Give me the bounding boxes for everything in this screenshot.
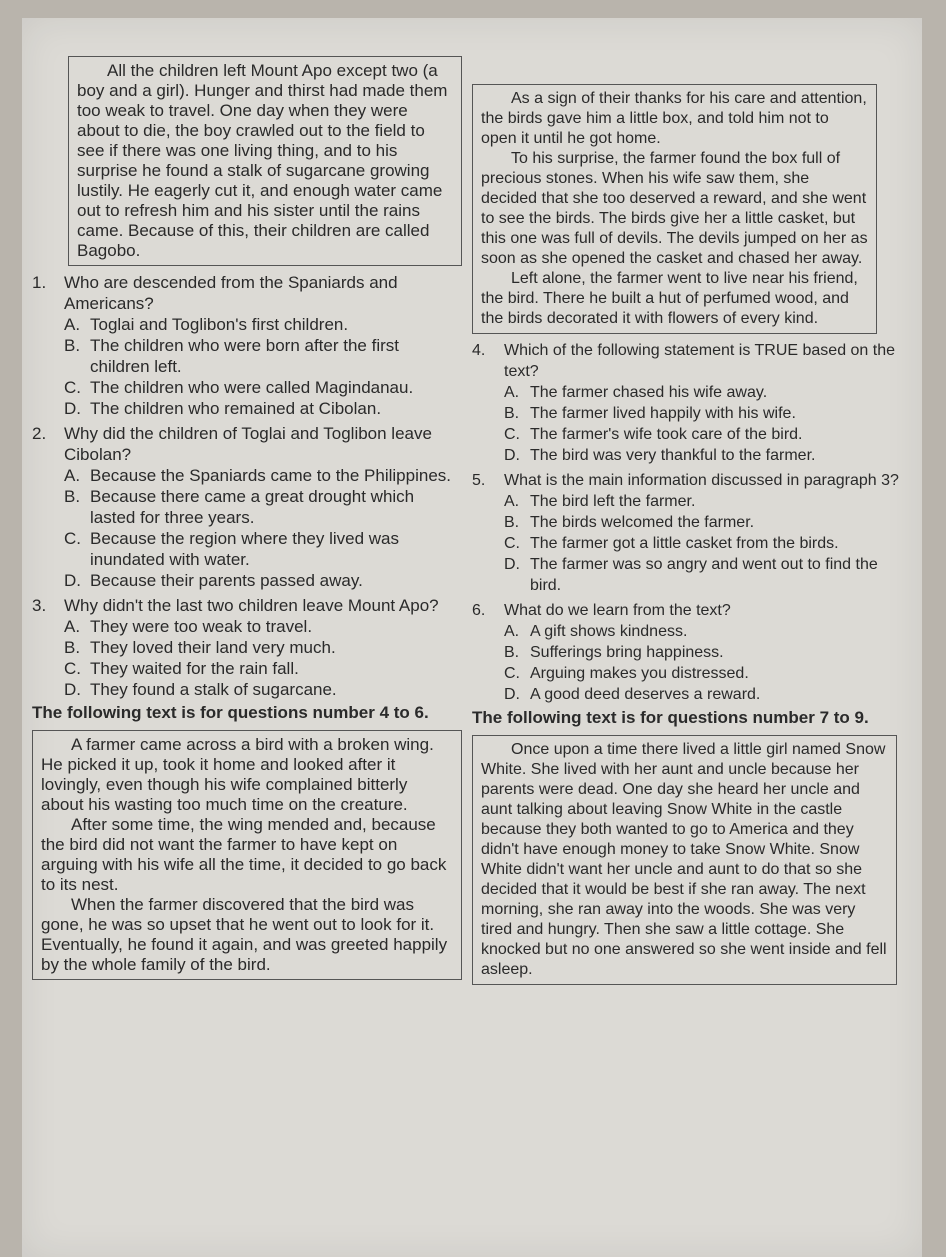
option-text: The farmer lived happily with his wife. <box>530 405 796 422</box>
option-text: Because the Spaniards came to the Philippines. <box>90 466 452 485</box>
option-a[interactable] <box>504 491 912 512</box>
exam-page <box>22 18 922 1257</box>
question-number: 4. <box>472 342 486 359</box>
option-text: The farmer was so angry and went out to find the bird. <box>530 556 878 594</box>
option-d[interactable] <box>64 679 462 700</box>
option-letter: D. <box>504 447 520 464</box>
farmer-paragraph-5: To his surprise, the farmer found the box full of precious stones. When his wife saw them, she decided that she too deserved a reward, and she went to see the birds. The birds give her a little casket, but this one was full of devils. The devils jumped on her as soon as she opened the casket and chased her away. <box>481 150 868 267</box>
option-letter: C. <box>504 426 520 443</box>
question-stem: What do we learn from the text? <box>504 602 731 619</box>
heading-questions-4-6: The following text is for questions number 4 to 6. <box>32 703 429 722</box>
option-letter: D. <box>504 556 520 573</box>
option-c[interactable] <box>64 658 462 679</box>
option-letter: B. <box>504 514 520 531</box>
option-d[interactable] <box>64 398 462 419</box>
farmer-paragraph-2: After some time, the wing mended and, because the bird did not want the farmer to have kept on arguing with his wife all the time, it decided to go back to its nest. <box>41 815 447 894</box>
question-2 <box>32 423 462 591</box>
heading-questions-7-9: The following text is for questions number 7 to 9. <box>472 708 869 727</box>
question-stem: Who are descended from the Spaniards and Americans? <box>64 273 398 313</box>
option-text: The birds welcomed the farmer. <box>530 514 755 531</box>
question-stem: Why didn't the last two children leave Mount Apo? <box>64 596 439 615</box>
question-stem: Which of the following statement is TRUE based on the text? <box>504 342 896 380</box>
option-text: Toglai and Toglibon's first children. <box>90 315 349 334</box>
questions-4-6 <box>472 340 912 705</box>
option-letter: B. <box>64 336 81 355</box>
snow-white-paragraph: Once upon a time there lived a little girl named Snow White. She lived with her aunt and uncle because her parents were dead. One day she heard her uncle and aunt talking about leaving Snow White in the castle because they both wanted to go to America and they didn't have enough money to take Snow White. Snow White didn't want her uncle and aunt to do that so she decided that it would be best if she ran away. The next morning, she ran away into the woods. She was very tired and hungry. Then she saw a little cottage. She knocked but no one answered so she went inside and fell asleep. <box>481 741 887 978</box>
option-c[interactable] <box>64 528 462 570</box>
option-letter: A. <box>504 493 520 510</box>
option-b[interactable] <box>504 512 912 533</box>
option-c[interactable] <box>504 424 912 445</box>
option-b[interactable] <box>64 335 462 377</box>
option-letter: A. <box>504 623 520 640</box>
option-letter: B. <box>64 487 81 506</box>
option-b[interactable] <box>504 403 912 424</box>
question-5 <box>472 470 912 596</box>
question-3 <box>32 595 462 700</box>
option-letter: C. <box>504 665 520 682</box>
option-a[interactable] <box>504 382 912 403</box>
questions-1-3 <box>32 272 462 700</box>
option-letter: D. <box>64 399 81 418</box>
option-letter: D. <box>504 686 520 703</box>
option-text: A good deed deserves a reward. <box>530 686 761 703</box>
option-c[interactable] <box>504 663 912 684</box>
snow-white-passage-box <box>472 735 897 985</box>
bagobo-passage-box <box>68 56 462 266</box>
option-text: They were too weak to travel. <box>90 617 313 636</box>
option-text: The children who were born after the first children left. <box>90 336 399 376</box>
farmer-paragraph-6: Left alone, the farmer went to live near his friend, the bird. There he built a hut of perfumed wood, and the birds decorated it with flowers of every kind. <box>481 270 858 327</box>
option-letter: C. <box>64 659 81 678</box>
right-column <box>472 18 912 985</box>
question-number: 5. <box>472 472 486 489</box>
farmer-paragraph-4: As a sign of their thanks for his care and attention, the birds gave him a little box, and told him not to open it until he got home. <box>481 90 867 147</box>
option-text: The children who remained at Cibolan. <box>90 399 382 418</box>
question-number: 2. <box>32 424 47 443</box>
question-number: 3. <box>32 596 47 615</box>
farmer-paragraph-1: A farmer came across a bird with a broken wing. He picked it up, took it home and looked after it lovingly, even though his wife complained bitterly about his wasting too much time on the creature. <box>41 735 434 814</box>
option-letter: B. <box>504 644 520 661</box>
option-b[interactable] <box>64 637 462 658</box>
option-b[interactable] <box>64 486 462 528</box>
option-d[interactable] <box>504 684 912 705</box>
option-letter: C. <box>64 529 81 548</box>
option-letter: A. <box>64 466 81 485</box>
option-letter: A. <box>64 315 81 334</box>
option-text: Arguing makes you distressed. <box>530 665 749 682</box>
farmer-paragraph-3: When the farmer discovered that the bird was gone, he was so upset that he went out to look for it. Eventually, he found it again, and was greeted happily by the whole family of the bird. <box>41 895 448 974</box>
option-a[interactable] <box>64 314 462 335</box>
option-letter: D. <box>64 571 81 590</box>
option-a[interactable] <box>504 621 912 642</box>
option-text: Because there came a great drought which lasted for three years. <box>90 487 415 527</box>
option-text: The farmer's wife took care of the bird. <box>530 426 803 443</box>
option-text: The bird was very thankful to the farmer. <box>530 447 816 464</box>
option-text: The children who were called Magindanau. <box>90 378 414 397</box>
option-a[interactable] <box>64 465 462 486</box>
option-d[interactable] <box>504 445 912 466</box>
question-number: 1. <box>32 273 47 292</box>
option-letter: B. <box>64 638 81 657</box>
option-c[interactable] <box>64 377 462 398</box>
option-letter: D. <box>64 680 81 699</box>
option-c[interactable] <box>504 533 912 554</box>
option-text: The farmer chased his wife away. <box>530 384 768 401</box>
option-text: They found a stalk of sugarcane. <box>90 680 337 699</box>
option-letter: A. <box>504 384 520 401</box>
option-letter: C. <box>504 535 520 552</box>
left-column <box>32 18 462 980</box>
option-letter: C. <box>64 378 81 397</box>
farmer-passage-right-box <box>472 84 877 334</box>
farmer-passage-left-box <box>32 730 462 980</box>
option-letter: A. <box>64 617 81 636</box>
option-text: Because the region where they lived was inundated with water. <box>90 529 400 569</box>
option-d[interactable] <box>64 570 462 591</box>
question-number: 6. <box>472 602 486 619</box>
option-text: The bird left the farmer. <box>530 493 696 510</box>
option-a[interactable] <box>64 616 462 637</box>
question-4 <box>472 340 912 466</box>
question-stem: Why did the children of Toglai and Toglibon leave Cibolan? <box>64 424 432 464</box>
option-text: They loved their land very much. <box>90 638 336 657</box>
question-6 <box>472 600 912 705</box>
option-text: The farmer got a little casket from the birds. <box>530 535 839 552</box>
question-stem: What is the main information discussed in paragraph 3? <box>504 472 899 489</box>
option-text: Because their parents passed away. <box>90 571 363 590</box>
bagobo-paragraph: All the children left Mount Apo except two (a boy and a girl). Hunger and thirst had made them too weak to travel. One day when they were about to die, the boy crawled out to the field to see if there was one living thing, and to his surprise he found a stalk of sugarcane growing lustily. He eagerly cut it, and enough water came out to refresh him and his sister until the rains came. Because of this, their children are called Bagobo. <box>77 61 448 260</box>
option-text: They waited for the rain fall. <box>90 659 299 678</box>
option-text: Sufferings bring happiness. <box>530 644 724 661</box>
option-letter: B. <box>504 405 520 422</box>
question-1 <box>32 272 462 419</box>
option-text: A gift shows kindness. <box>530 623 688 640</box>
option-b[interactable] <box>504 642 912 663</box>
option-d[interactable] <box>504 554 912 596</box>
